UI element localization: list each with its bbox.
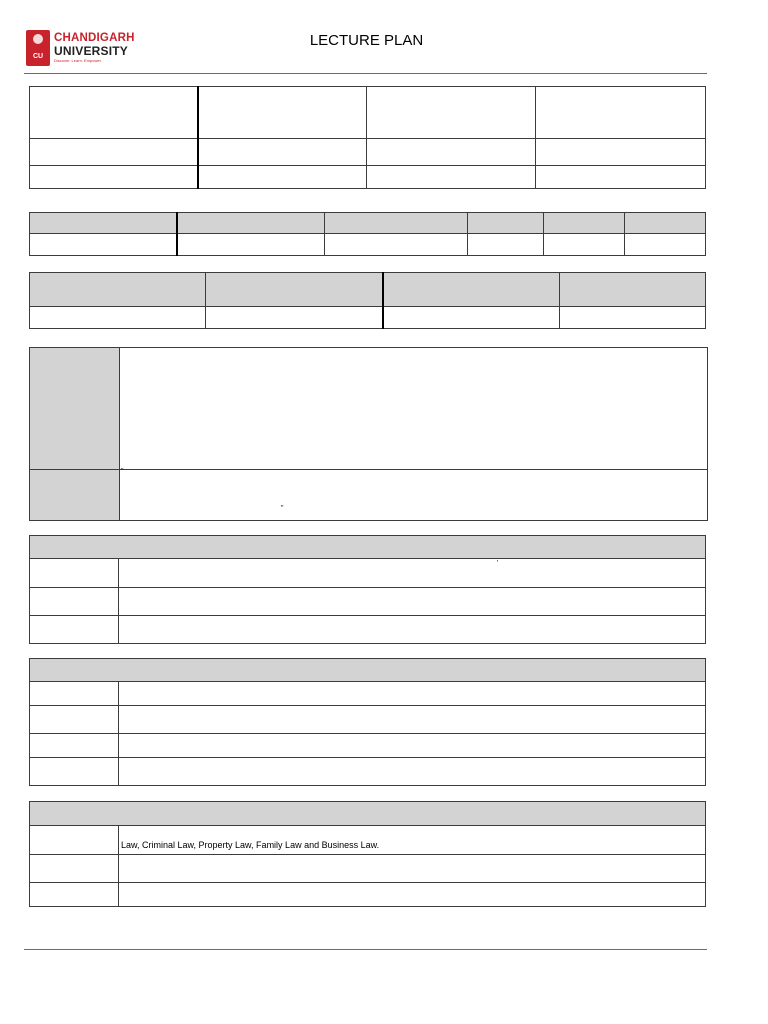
row-label-cell: [30, 883, 119, 907]
row-label-cell: [30, 348, 120, 470]
table-cell: [30, 234, 177, 256]
table-cell: [383, 307, 560, 329]
logo-name-line-2: UNIVERSITY: [54, 44, 129, 58]
table-header-cell: [544, 213, 625, 234]
table-cell: [119, 706, 706, 734]
topic-text: Law, Criminal Law, Property Law, Family Law and Business Law.: [121, 840, 380, 850]
table-cell: [30, 307, 206, 329]
table-cell: [177, 234, 325, 256]
header-divider: [24, 73, 707, 74]
table-header-cell: [30, 213, 177, 234]
quote-mark: ": [121, 468, 124, 475]
table-header-cell: [560, 273, 706, 307]
row-label-cell: [30, 758, 119, 786]
apostrophe-mark: ': [497, 560, 499, 567]
table-cell: [206, 307, 383, 329]
row-label-cell: [30, 855, 119, 883]
table-cell: [367, 87, 536, 139]
course-objectives-table: [29, 535, 706, 644]
table-cell: [536, 166, 706, 189]
table-cell: [367, 139, 536, 166]
logo-tagline: Discover. Learn. Empower.: [54, 58, 102, 63]
table-cell: [119, 883, 706, 907]
table-cell: [560, 307, 706, 329]
row-label-cell: [30, 826, 119, 855]
row-label-cell: [30, 470, 120, 521]
row-label-cell: [30, 616, 119, 644]
footer-divider: [24, 949, 707, 950]
table-header-cell: [325, 213, 468, 234]
section-header: [30, 536, 706, 559]
section-header: [30, 659, 706, 682]
table-cell: [119, 588, 706, 616]
table-cell: [120, 470, 708, 521]
table-cell: [120, 348, 708, 470]
table-header-cell: [383, 273, 560, 307]
table-cell: [30, 166, 198, 189]
table-cell: [119, 734, 706, 758]
table-cell: [119, 616, 706, 644]
course-topics-table: [29, 801, 706, 907]
table-cell: [544, 234, 625, 256]
table-cell: [119, 559, 706, 588]
table-cell: [198, 166, 367, 189]
credits-table: [29, 212, 706, 256]
faculty-table: [29, 272, 706, 329]
table-header-cell: [468, 213, 544, 234]
row-label-cell: [30, 734, 119, 758]
table-cell: [30, 139, 198, 166]
quote-mark: ": [281, 505, 284, 512]
course-info-table: [29, 86, 706, 189]
table-cell: [119, 682, 706, 706]
logo-name-line-1: CHANDIGARH: [54, 32, 135, 44]
table-cell: [625, 234, 706, 256]
section-header: [30, 802, 706, 826]
table-header-cell: [625, 213, 706, 234]
table-header-cell: [30, 273, 206, 307]
course-description-table: [29, 347, 708, 521]
table-cell: [30, 87, 198, 139]
row-label-cell: [30, 682, 119, 706]
table-cell: [119, 826, 706, 855]
table-header-cell: [177, 213, 325, 234]
table-cell: [325, 234, 468, 256]
table-cell: [367, 166, 536, 189]
emblem-text: CU: [32, 53, 44, 60]
row-label-cell: [30, 559, 119, 588]
table-header-cell: [206, 273, 383, 307]
table-cell: [536, 139, 706, 166]
table-cell: [468, 234, 544, 256]
row-label-cell: [30, 588, 119, 616]
table-cell: [198, 139, 367, 166]
table-cell: [536, 87, 706, 139]
course-outcomes-table: [29, 658, 706, 786]
table-cell: [198, 87, 367, 139]
table-cell: [119, 855, 706, 883]
row-label-cell: [30, 706, 119, 734]
table-cell: [119, 758, 706, 786]
page-title: LECTURE PLAN: [309, 32, 424, 49]
